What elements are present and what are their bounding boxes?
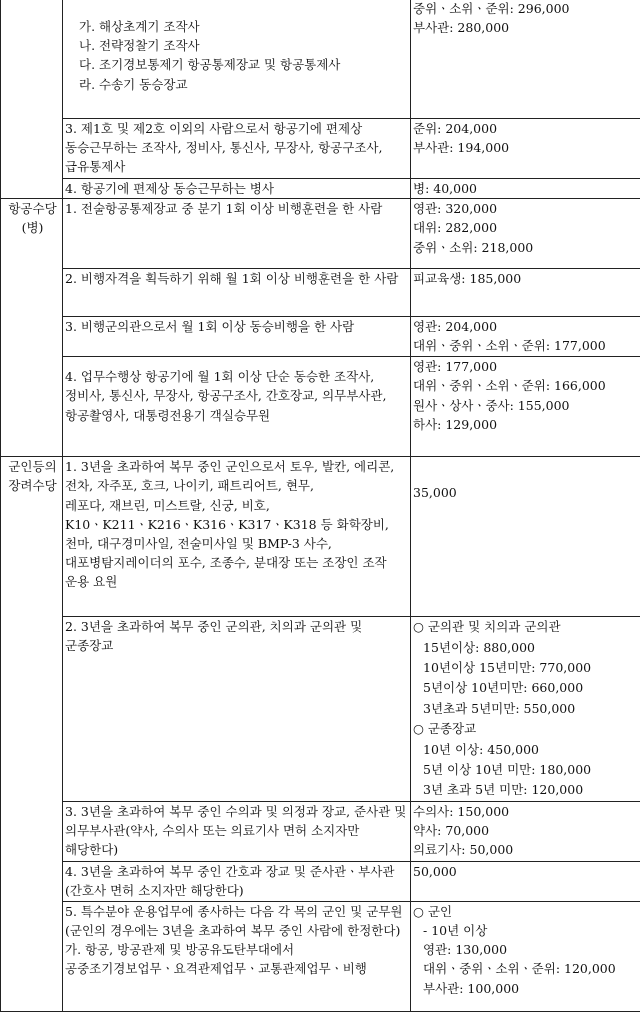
amount-cell: [411, 861, 640, 901]
amount-line: 대위ㆍ중위ㆍ소위ㆍ준위: 177,000: [413, 336, 640, 355]
amount-line: 10년이상 15년미만: 770,000: [413, 658, 640, 678]
desc-cell: [63, 801, 411, 861]
amount-line: 피교육생: 185,000: [413, 269, 640, 288]
desc-cell: [63, 861, 411, 901]
amount-line: 부사관: 194,000: [413, 138, 640, 157]
desc-cell: [63, 617, 411, 802]
amount-line: 대위ㆍ중위ㆍ소위ㆍ준위: 166,000: [413, 376, 640, 395]
category-cell-empty: [1, 119, 63, 179]
amount-cell: [411, 0, 640, 119]
category-cell-empty: [1, 0, 63, 119]
table-row: [1, 0, 640, 119]
amount-cell: [411, 457, 640, 617]
amount-line: 10년 이상: 450,000: [413, 740, 640, 760]
amount-line: 15년이상: 880,000: [413, 638, 640, 658]
desc-text: 레포다, 재브린, 미스트랄, 신궁, 비호, K10ㆍK211ㆍK216ㆍK316ㆍK317ㆍK318 등 화학장비, 천마, 대구경미사일, 전술미사일 및 BMP-3 사수, 대포병탐지레이더의 포수, 조종수, 분대장 또는 조장인 조작 운용 요원: [65, 496, 410, 592]
table-row: [1, 357, 640, 457]
table-row: [1, 457, 640, 617]
desc-cell: [63, 901, 411, 1011]
table-row: [1, 317, 640, 357]
desc-sub-item: 가. 항공, 방공관제 및 방공유도탄부대에서 공중조기경보업무ㆍ요격관제업무ㆍ교통관제업무ㆍ비행: [65, 940, 410, 978]
table-row: [1, 901, 640, 1011]
amount-line: ○ 군종장교: [413, 719, 640, 739]
desc-text: 4. 업무수행상 항공기에 월 1회 이상 단순 동승한 조작사, 정비사, 통신사, 무장사, 항공구조사, 간호장교, 의무부사관, 항공촬영사, 대통령전용기 객실승무원: [65, 367, 410, 425]
desc-text: 3. 제1호 및 제2호 이외의 사람으로서 항공기에 편제상 동승근무하는 조작사, 정비사, 통신사, 무장사, 항공구조사, 급유통제사: [65, 119, 410, 177]
amount-line: 영관: 130,000: [413, 940, 640, 959]
desc-cell: [63, 199, 411, 269]
amount-line: 하사: 129,000: [413, 415, 640, 434]
amount-line: 영관: 204,000: [413, 317, 640, 336]
desc-line: 가. 해상초계기 조작사: [65, 17, 410, 36]
desc-line: 라. 수송기 동승장교: [65, 75, 410, 94]
amount-line: 3년 초과 5년 미만: 120,000: [413, 780, 640, 800]
table-row: [1, 269, 640, 317]
desc-cell: [63, 457, 411, 617]
desc-text: 2. 3년을 초과하여 복무 중인 군의관, 치의과 군의관 및 군종장교: [65, 617, 410, 655]
amount-line: 부사관: 100,000: [413, 979, 640, 998]
amount-cell: [411, 119, 640, 179]
desc-text: 2. 비행자격을 획득하기 위해 월 1회 이상 비행훈련을 한 사람: [65, 269, 410, 288]
amount-line: ○ 군인: [413, 902, 640, 921]
amount-line: 대위: 282,000: [413, 218, 640, 237]
desc-text: 4. 3년을 초과하여 복무 중인 간호과 장교 및 준사관ㆍ부사관(간호사 면허 소지자만 해당한다): [65, 862, 410, 900]
amount-line: 50,000: [413, 862, 640, 881]
amount-line: 대위ㆍ중위ㆍ소위ㆍ준위: 120,000: [413, 959, 640, 978]
table-row: [1, 199, 640, 269]
category-label: 항공수당: [3, 199, 62, 218]
amount-line: 원사ㆍ상사ㆍ중사: 155,000: [413, 396, 640, 415]
category-label: (병): [3, 218, 62, 237]
category-label: 장려수당: [3, 476, 62, 495]
desc-line: 나. 전략정찰기 조작사: [65, 36, 410, 55]
table-row: [1, 617, 640, 802]
amount-line: - 10년 이상: [413, 921, 640, 940]
amount-line: 부사관: 280,000: [413, 18, 640, 37]
amount-cell: [411, 317, 640, 357]
desc-text: 3. 비행군의관으로서 월 1회 이상 동승비행을 한 사람: [65, 317, 410, 336]
desc-text: 1. 3년을 초과하여 복무 중인 군인으로서 토우, 발칸, 에리콘, 전차, 자주포, 호크, 나이키, 패트리어트, 현무,: [65, 457, 410, 495]
amount-cell: [411, 199, 640, 269]
amount-cell: [411, 617, 640, 802]
amount-line: 영관: 177,000: [413, 357, 640, 376]
desc-cell: [63, 119, 411, 179]
table-row: [1, 801, 640, 861]
amount-line: 5년 이상 10년 미만: 180,000: [413, 760, 640, 780]
amount-line: 중위ㆍ소위: 218,000: [413, 238, 640, 257]
amount-cell: [411, 801, 640, 861]
amount-cell: [411, 179, 640, 199]
amount-line: 영관: 320,000: [413, 199, 640, 218]
category-label: 군인등의: [3, 457, 62, 476]
table-row: [1, 179, 640, 199]
desc-text: 1. 전술항공통제장교 중 분기 1회 이상 비행훈련을 한 사람: [65, 199, 410, 218]
desc-cell: [63, 179, 411, 199]
amount-line: 중위ㆍ소위ㆍ준위: 296,000: [413, 0, 640, 18]
desc-text: 4. 항공기에 편제상 동승근무하는 병사: [65, 179, 410, 198]
desc-text: 5. 특수분야 운용업무에 종사하는 다음 각 목의 군인 및 군무원(군인의 경우에는 3년을 초과하여 복무 중인 사람에 한정한다): [65, 902, 410, 940]
desc-cell: [63, 269, 411, 317]
amount-cell: [411, 357, 640, 457]
table-row: [1, 861, 640, 901]
desc-cell: [63, 0, 411, 119]
category-military-incentive: [1, 457, 63, 1012]
amount-line: 병: 40,000: [413, 179, 640, 198]
amount-line: ○ 군의관 및 치의과 군의관: [413, 617, 640, 637]
amount-cell: [411, 269, 640, 317]
amount-line: 약사: 70,000: [413, 821, 640, 840]
desc-text: 3. 3년을 초과하여 복무 중인 수의과 및 의정과 장교, 준사관 및 의무부사관(약사, 수의사 또는 의료기사 면허 소지자만 해당한다): [65, 802, 410, 860]
amount-line: 3년초과 5년미만: 550,000: [413, 699, 640, 719]
amount-cell: [411, 901, 640, 1011]
category-cell-empty: [1, 179, 63, 199]
amount-line: 수의사: 150,000: [413, 802, 640, 821]
desc-cell: [63, 357, 411, 457]
amount-line: 준위: 204,000: [413, 119, 640, 138]
desc-cell: [63, 317, 411, 357]
table-row: [1, 119, 640, 179]
amount-line: 35,000: [413, 483, 640, 502]
amount-line: 의료기사: 50,000: [413, 840, 640, 859]
desc-line: 다. 조기경보통제기 항공통제장교 및 항공통제사: [65, 55, 410, 74]
category-flight-allowance: [1, 199, 63, 457]
amount-line: 5년이상 10년미만: 660,000: [413, 678, 640, 698]
